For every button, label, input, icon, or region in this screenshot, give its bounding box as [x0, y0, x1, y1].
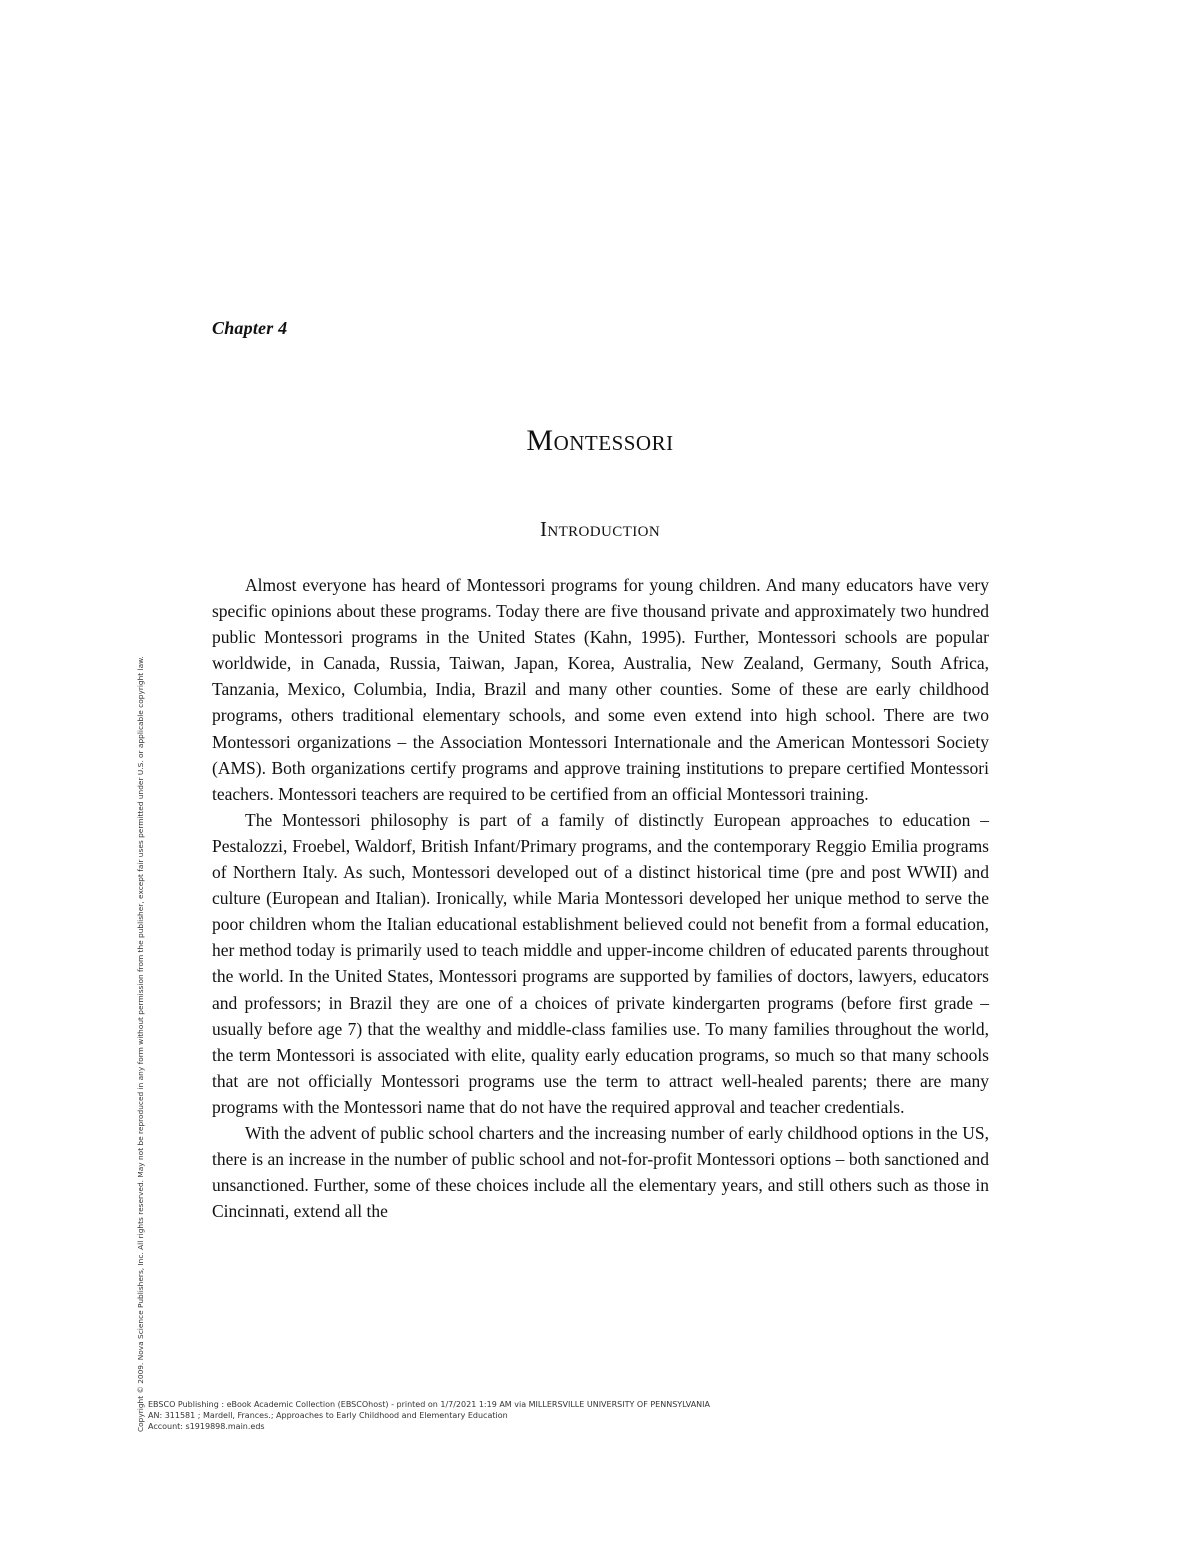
body-text — [212, 572, 989, 1224]
copyright-notice — [136, 482, 145, 1432]
paragraph: The Montessori philosophy is part of a family of distinctly European approaches to education – Pestalozzi, Froebel, Waldorf, British Infant/Primary programs, and the contemporary Reggio Emilia programs of Northern Italy. As such, Montessori developed out of a distinct historical time (pre and post WWII) and culture (European and Italian). Ironically, while Maria Montessori developed her unique method to serve the poor children whom the Italian educational establishment believed could not benefit from a formal education, her method today is primarily used to teach middle and upper-income children of educated parents throughout the world. In the United States, Montessori programs are supported by families of doctors, lawyers, educators and professors; in Brazil they are one of a choices of private kindergarten programs (before first grade – usually before age 7) that the wealthy and middle-class families use. To many families throughout the world, the term Montessori is associated with elite, quality early education programs, so much so that many schools that are not officially Montessori programs use the term to attract well-healed parents; there are many programs with the Montessori name that do not have the required approval and teacher credentials. — [212, 809, 989, 1117]
section-heading: Introduction — [539, 517, 661, 541]
chapter-label: Chapter 4 — [212, 318, 288, 338]
chapter-title: Montessori — [526, 424, 674, 457]
footer-metadata — [148, 1399, 988, 1432]
paragraph: Almost everyone has heard of Montessori programs for young children. And many educators have very specific opinions about these programs. Today there are five thousand private and approximately two hundred public Montessori programs in the United States (Kahn, 1995). Further, Montessori schools are popular worldwide, in Canada, Russia, Taiwan, Japan, Korea, Australia, New Zealand, Germany, South Africa, Tanzania, Mexico, Columbia, India, Brazil and many other counties. Some of these are early childhood programs, others traditional elementary schools, and some even extend into high school. There are two Montessori organizations – the Association Montessori Internationale and the American Montessori Society (AMS). Both organizations certify programs and approve training institutions to prepare certified Montessori teachers. Montessori teachers are required to be certified from an official Montessori training. — [212, 575, 989, 804]
footer-line: AN: 311581 ; Mardell, Frances.; Approaches to Early Childhood and Elementary Education — [148, 1411, 508, 1420]
footer-line: EBSCO Publishing : eBook Academic Collection (EBSCOhost) - printed on 1/7/2021 1:19 AM via MILLERSVILLE UNIVERSITY OF PENNSYLVANIA — [148, 1400, 710, 1409]
copyright-line: Copyright © 2009. Nova Science Publishers, Inc. All rights reserved. May not be reproduced in any form without permission from the publisher, except fair uses permitted under U.S. or applicable copyright law. — [136, 656, 145, 1432]
paragraph: With the advent of public school charters and the increasing number of early childhood options in the US, there is an increase in the number of public school and not-for-profit Montessori options – both sanctioned and unsanctioned. Further, some of these choices include all the elementary years, and still others such as those in Cincinnati, extend all the — [212, 1122, 989, 1222]
footer-line: Account: s1919898.main.eds — [148, 1422, 265, 1431]
